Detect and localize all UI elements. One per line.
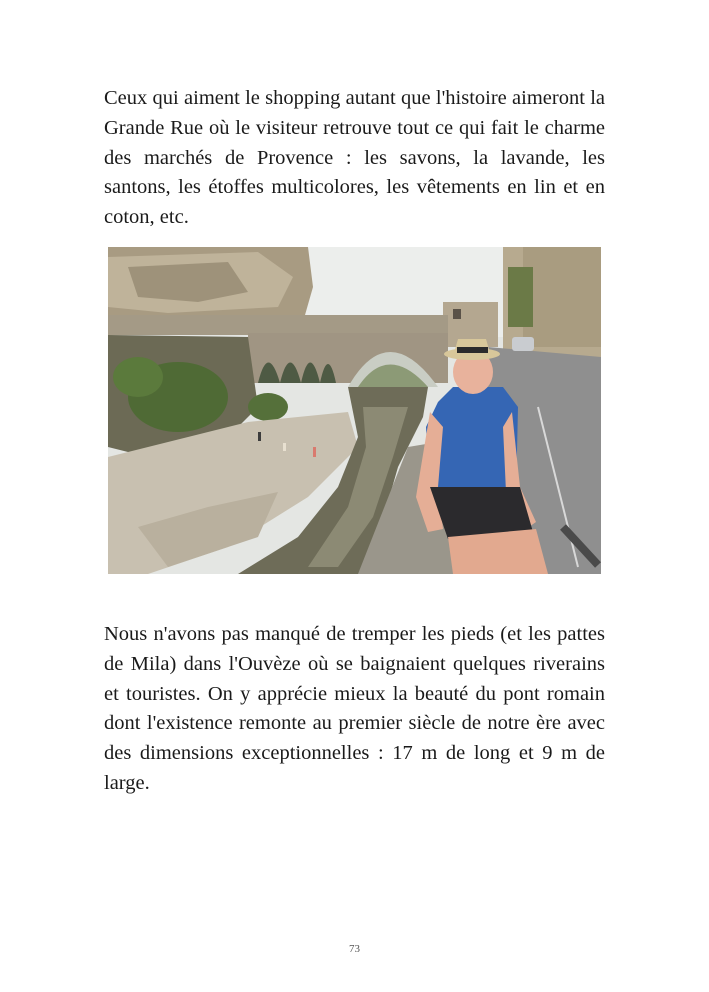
photo-roman-bridge — [108, 247, 601, 574]
paragraph-shopping: Ceux qui aiment le shopping autant que l'histoire aimeront la Grande Rue où le visiteur retrouve tout ce qui fait le charme des marchés de Provence : les savons, la lavande, les santons, les étoffes multicolores, les vêtements en lin et en coton, etc. — [104, 87, 605, 229]
page-number: 73 — [349, 943, 360, 955]
paragraph-ouveze: Nous n'avons pas manqué de tremper les pieds (et les pattes de Mila) dans l'Ouvèze où se baignaient quelques riverains et touristes. On y apprécie mieux la beauté du pont romain dont l'existence remonte au premier siècle de notre ère avec des dimensions exceptionnelles : 17 m de long et 9 m de large. — [104, 623, 605, 794]
